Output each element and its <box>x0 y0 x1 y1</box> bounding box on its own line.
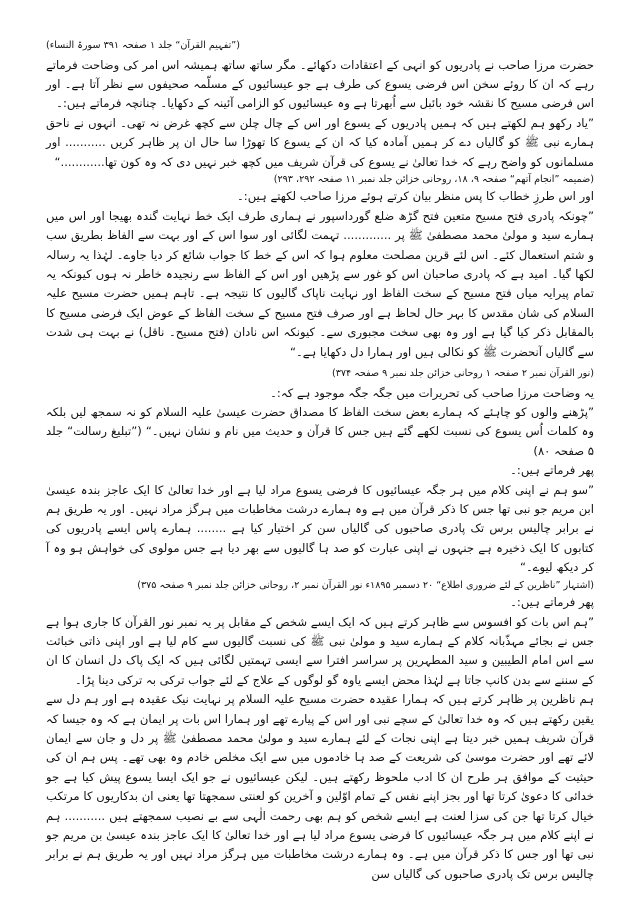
paragraph-clarification: یہ وضاحت مرزا صاحب کی تحریرات میں جگہ جگہ موجود ہے کہ:۔ <box>270 385 594 400</box>
quote-regret: ”ہم اس بات کو افسوس سے ظاہر کرتے ہیں کہ ایک ایسے شخص کے مقابل پر یہ نمبر نور القرآن کا جاری ہوا ہے جس نے بجائے مہذّبانہ کلام کے ہمارے سید و مولیٰ نبی ﷺ کی نسبت گالیوں سے کام لیا ہے اور اپنی ذاتی خباثت سے اس امام الطیبین و سید المطہرین پر سراسر افترا سے ایسی تہمتیں لگائی ہیں کہ ایک پاک دل انسان کا ان کے سننے سے بدن کانپ جاتا ہے لہٰذا محض ایسے یاوہ گو لوگوں کے علاج کے لئے جواب ترکی بہ ترکی دینا پڑا۔ <box>46 614 594 687</box>
citation-noor-ul-quran: (نور القرآن نمبر ۲ صفحہ ۱ روحانی خزائن جلد نمبر ۹ صفحہ ۳۷۴) <box>332 368 594 380</box>
paragraph-background: اور اس طرزِ خطاب کا پس منظر بیان کرتے ہوئے مرزا صاحب لکھتے ہیں:۔ <box>237 189 594 204</box>
quote-fictional-yasu: ”سو ہم نے اپنی کلام میں ہر جگہ عیسائیوں کا فرضی یسوع مراد لیا ہے اور خدا تعالیٰ کا ایک عاجز بندہ عیسیٰ ابن مریم جو نبی تھا جس کا ذکر قرآن میں ہے وہ ہمارے درشت مخاطبات میں ہرگز مراد نہیں۔ اور یہ طریق ہم نے برابر چالیس برس تک پادری صاحبوں کی گالیاں سن کر اختیار کیا ہے ........ ہمارے پاس ایسے پادریوں کی کتابوں کا ایک ذخیرہ ہے جنہوں نے اپنی عبارت کو صد ہا گالیوں سے بھر دیا ہے جس مولوی کی خواہش ہو وہ آ کر دیکھ لیوے۔“ <box>46 482 594 575</box>
paragraph-further-says-2: پھر فرماتے ہیں:۔ <box>510 595 594 610</box>
quote-noor-ul-quran: ”چونکہ پادری فتح مسیح متعین فتح گڑھ ضلع گورداسپور نے ہماری طرف ایک خط نہایت گندہ بھیجا اور اس میں ہمارے سید و مولیٰ محمد مصطفیٰ ﷺ پر ............. تہمت لگائی اور سوا اس کے اور بہت سے الفاظ بطریق سب و شتم استعمال کئے۔ اس لئے قرین مصلحت معلوم ہوا کہ اس کے خط کا جواب شائع کر دیا جاوے۔ لہٰذا یہ رسالہ لکھا گیا۔ امید ہے کہ پادری صاحبان اس کو غور سے پڑھیں اور اس کے الفاظ سے رنجیدہ خاطر نہ ہوں کیونکہ یہ تمام پیرایہ میاں فتح مسیح کے سخت الفاظ اور نہایت ناپاک گالیوں کا نتیجہ ہے۔ تاہم ہمیں حضرت مسیح علیہ السلام کی شان مقدس کا بہر حال لحاظ ہے اور صرف فتح مسیح کے سخت الفاظ کے عوض ایک فرضی مسیح کا بالمقابل ذکر کیا گیا ہے اور وہ بھی سخت مجبوری سے۔ کیونکہ اس نادان (فتح مسیح۔ ناقل) نے بہت ہی شدت سے گالیاں آنحضرت ﷺ کو نکالی ہیں اور ہمارا دل دکھایا ہے۔“ <box>46 208 594 359</box>
quote-anjam-atham: ”یاد رکھو ہم لکھتے ہیں کہ ہمیں پادریوں کے یسوع اور اس کے چال چلن سے کچھ غرض نہ تھی۔ انہوں نے ناحق ہمارے نبی ﷺ کو گالیاں دے کر ہمیں آمادہ کیا کہ ان کے یسوع کا تھوڑا سا حال ان پر ظاہر کریں ........... اور مسلمانوں کو واضح رہے کہ خدا تعالیٰ نے یسوع کی قرآن شریف میں کچھ خبر نہیں دی کہ وہ کون تھا............“ <box>46 115 594 169</box>
quote-belief: ہم ناظرین پر ظاہر کرتے ہیں کہ ہمارا عقیدہ حضرت مسیح علیہ السلام پر نہایت نیک عقیدہ ہے اور ہم دل سے یقین رکھتے ہیں کہ وہ خدا تعالیٰ کے سچے نبی اور اس کے پیارے تھے اور ہمارا اس بات پر ایمان ہے کہ وہ جیسا کہ قرآن شریف ہمیں خبر دیتا ہے اپنی نجات کے لئے ہمارے سید و مولیٰ محمد مصطفیٰ ﷺ پر دل و جان سے ایمان لائے تھے اور حضرت موسیٰ کی شریعت کے صد ہا خادموں میں سے ایک مخلص خادم وہ بھی تھے۔ پس ہم ان کی حیثیت کے موافق ہر طرح ان کا ادب ملحوظ رکھتے ہیں۔ لیکن عیسائیوں نے جو ایک ایسا یسوع پیش کیا ہے جو خدائی کا دعویٰ کرتا تھا اور بجز اپنے نفس کے تمام اوّلین و آخرین کو لعنتی سمجھتا تھا یعنی ان بدکاریوں کا مرتکب خیال کرتا تھا جن کی سزا لعنت ہے ایسے شخص کو ہم بھی رحمت الٰہی سے بے نصیب سمجھتے ہیں ........... ہم نے اپنے کلام میں ہر جگہ عیسائیوں کا فرضی یسوع مراد لیا ہے اور خدا تعالیٰ کا ایک عاجز بندہ عیسیٰ بن مریم جو نبی تھا اور جس کا ذکر قرآن میں ہے۔ وہ ہمارے درشت مخاطبات میں ہرگز مراد نہیں اور یہ طریق ہم نے برابر چالیس برس تک پادری صاحبوں کی گالیاں سن <box>46 692 594 881</box>
quote-tabligh-risalat: ”پڑھنے والوں کو چاہئے کہ ہمارے بعض سخت الفاظ کا مصداق حضرت عیسیٰ علیہ السلام کو نہ سمجھ لیں بلکہ وہ کلمات اُس یسوع کی نسبت لکھے گئے ہیں جس کا قرآن و حدیث میں نام و نشان نہیں۔“ (”تبلیغ رسالت“ جلد ۵ صفحہ ۸۰) <box>46 405 594 458</box>
citation-ishtihar: (اشتہار ”ناظرین کے لئے ضروری اطلاع“ ۲۰ دسمبر ۱۸۹۵ء نور القرآن نمبر ۲، روحانی خزائن جلد نمبر ۹ صفحہ ۳۷۵) <box>137 579 594 591</box>
citation-anjam-atham: (ضمیمہ ”انجام آتھم“ صفحہ ۹، ۱۸، روحانی خزائن جلد نمبر ۱۱ صفحہ ۲۹۲، ۲۹۳) <box>273 173 594 185</box>
paragraph-further-says-1: پھر فرماتے ہیں:۔ <box>510 463 594 478</box>
paragraph-intro: حضرت مرزا صاحب نے پادریوں کو انہی کے اعتقادات دکھائے۔ مگر ساتھ ساتھ ہمیشہ اس امر کی وضاحت فرماتے رہے کہ ان کا روئے سخن اس فرضی یسوع کی طرف ہے جو عیسائیوں کے مسلّمہ صحیفوں سے نظر آتا ہے۔ اور اس فرضی مسیح کا نقشہ خود بائبل سے اُبھرتا ہے وہ عیسائیوں کو الزامی آئینہ کے دکھایا۔ چنانچہ فرماتے ہیں:۔ <box>46 57 594 111</box>
top-reference: (”تفہیم القرآن“ جلد ۱ صفحہ ۳۹۱ سورۃ النساء) <box>46 40 240 51</box>
